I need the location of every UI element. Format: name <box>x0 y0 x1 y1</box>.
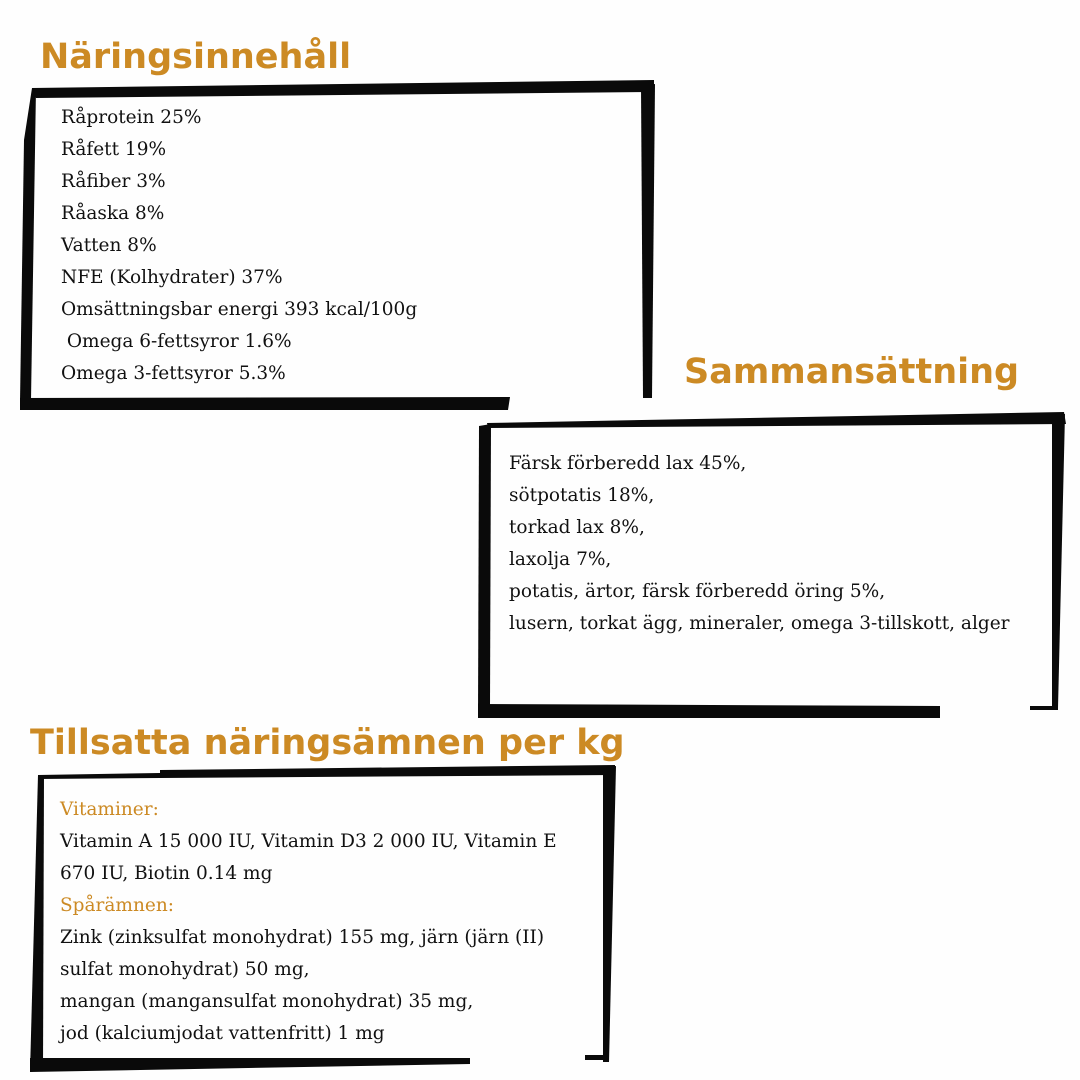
nutrition-item: Råprotein 25% <box>61 107 202 128</box>
vitamins-label: Vitaminer: <box>60 799 159 820</box>
trace-element-line: mangan (mangansulfat monohydrat) 35 mg, <box>60 991 474 1012</box>
trace-element-line: jod (kalciumjodat vattenfritt) 1 mg <box>60 1023 385 1044</box>
nutrition-item: Vatten 8% <box>61 235 157 256</box>
composition-item: sötpotatis 18%, <box>509 485 655 506</box>
nutrition-item: Råfett 19% <box>61 139 167 160</box>
composition-heading: Sammansättning <box>684 352 1020 392</box>
nutrition-item: Omega 6-fettsyror 1.6% <box>61 331 292 352</box>
nutrition-item: Omega 3-fettsyror 5.3% <box>61 363 286 384</box>
composition-item: Färsk förberedd lax 45%, <box>509 453 747 474</box>
composition-item: laxolja 7%, <box>509 549 612 570</box>
composition-item: torkad lax 8%, <box>509 517 645 538</box>
nutrition-list <box>61 102 417 390</box>
composition-item: lusern, torkat ägg, mineraler, omega 3-tillskott, alger <box>509 613 1010 634</box>
trace-element-line: Zink (zinksulfat monohydrat) 155 mg, järn (järn (II) sulfat monohydrat) 50 mg, <box>60 927 545 980</box>
nutrition-item: NFE (Kolhydrater) 37% <box>61 267 283 288</box>
trace-elements-label: Spårämnen: <box>60 895 174 916</box>
additives-heading: Tillsatta näringsämnen per kg <box>30 723 625 763</box>
vitamins-text: Vitamin A 15 000 IU, Vitamin D3 2 000 IU, Vitamin E 670 IU, Biotin 0.14 mg <box>60 831 557 884</box>
composition-list <box>509 448 1010 640</box>
nutrition-heading: Näringsinnehåll <box>40 37 352 77</box>
nutrition-item: Råfiber 3% <box>61 171 166 192</box>
additives-content <box>60 794 590 1050</box>
nutrition-item: Råaska 8% <box>61 203 165 224</box>
nutrition-item: Omsättningsbar energi 393 kcal/100g <box>61 299 418 320</box>
composition-item: potatis, ärtor, färsk förberedd öring 5%, <box>509 581 886 602</box>
